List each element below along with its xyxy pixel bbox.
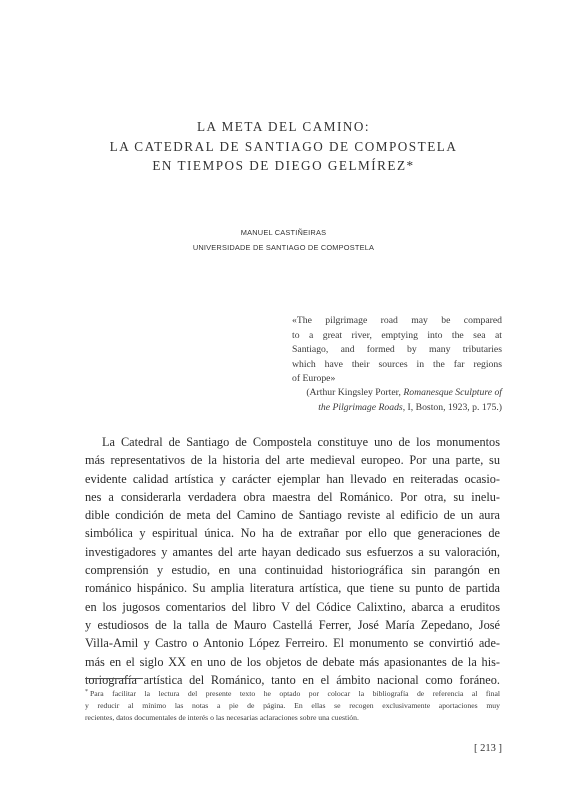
footnote <box>85 686 500 724</box>
citation-title-part-1: Romanesque Sculpture of <box>403 387 502 398</box>
footnote-line-text: Para facilitar la lectura del presente texto he optado por colocar la bibliografía de referencia al final <box>90 689 500 698</box>
title-line-1: LA META DEL CAMINO: <box>196 119 371 134</box>
citation-suffix: , I, Boston, 1923, p. 175.) <box>402 401 502 413</box>
body-line: toriografía artística del Románico, tanto en el ámbito nacional como foráneo. <box>85 672 500 687</box>
footnote-line: recientes, datos documentales de interés o las necesarias aclaraciones sobre una cuestión. <box>85 713 359 722</box>
citation-title-part-2: the Pilgrimage Roads <box>318 401 403 413</box>
citation-line-2 <box>270 401 502 416</box>
epigraph-citation <box>270 386 502 415</box>
body-line: investigadores y amantes del arte hayan dedicado sus esfuerzos a su valoración, <box>85 544 500 559</box>
title-line-3: EN TIEMPOS DE DIEGO GELMÍREZ* <box>152 158 415 173</box>
author-name: MANUEL CASTIÑEIRAS <box>240 228 327 237</box>
body-paragraph <box>85 433 500 689</box>
epigraph-quote <box>292 314 502 387</box>
footnote-separator <box>85 678 143 679</box>
body-line: La Catedral de Santiago de Compostela constituye uno de los monumentos <box>102 435 500 449</box>
body-line: más en el siglo XX en uno de los objetos de debate más apasionantes de la his- <box>85 654 500 669</box>
author-block <box>0 226 567 255</box>
article-title <box>0 117 567 176</box>
body-line: y estudiosos de la talla de Mauro Castellá Ferrer, José María Zepedano, José <box>85 617 500 632</box>
epigraph-line: of Europe» <box>292 373 336 385</box>
body-line: Villa-Amil y Castro o Antonio López Ferreiro. El monumento se convirtió ade- <box>85 636 500 651</box>
epigraph-line: to a great river, emptying into the sea at <box>292 329 502 341</box>
citation-line-1 <box>270 386 502 401</box>
body-line: dible condición de meta del Camino de Santiago reviste al edificio de un aura <box>85 508 500 523</box>
epigraph-line: which have their sources in the far regions <box>292 358 502 370</box>
body-line: en los jugosos comentarios del libro V del Códice Calixtino, abarca a eruditos <box>85 599 500 614</box>
title-line-2: LA CATEDRAL DE SANTIAGO DE COMPOSTELA <box>109 138 458 154</box>
epigraph-line: «The pilgrimage road may be compared <box>292 315 502 326</box>
epigraph-line: Santiago, and formed by many tributaries <box>292 344 502 356</box>
author-affiliation: UNIVERSIDADE DE SANTIAGO DE COMPOSTELA <box>192 242 375 252</box>
page-number: [ 213 ] <box>474 743 502 754</box>
footnote-line: y reducir al mínimo las notas a pie de página. En ellas se recogen exclusivamente aportaciones muy <box>85 701 500 710</box>
footnote-marker: * <box>85 689 88 695</box>
body-line: comprensión y estudio, en una continuidad historiográfica sin parangón en <box>85 563 500 578</box>
body-line: evidente calidad artística y carácter ejemplar han llevado en reiteradas ocasio- <box>85 471 500 486</box>
body-line: románico hispánico. Su amplia literatura artística, que tiene su punto de partida <box>85 581 500 596</box>
footnote-line <box>85 686 500 700</box>
body-line: nes a considerarla verdadera obra maestra del Románico. Por otra, su inelu- <box>85 489 500 504</box>
body-line: simbólica y espiritual única. No ha de extrañar por ello que generaciones de <box>85 526 500 541</box>
citation-prefix: (Arthur Kingsley Porter, <box>306 387 404 398</box>
body-line: más representativos de la historia del arte medieval europeo. Por una parte, su <box>85 453 500 468</box>
